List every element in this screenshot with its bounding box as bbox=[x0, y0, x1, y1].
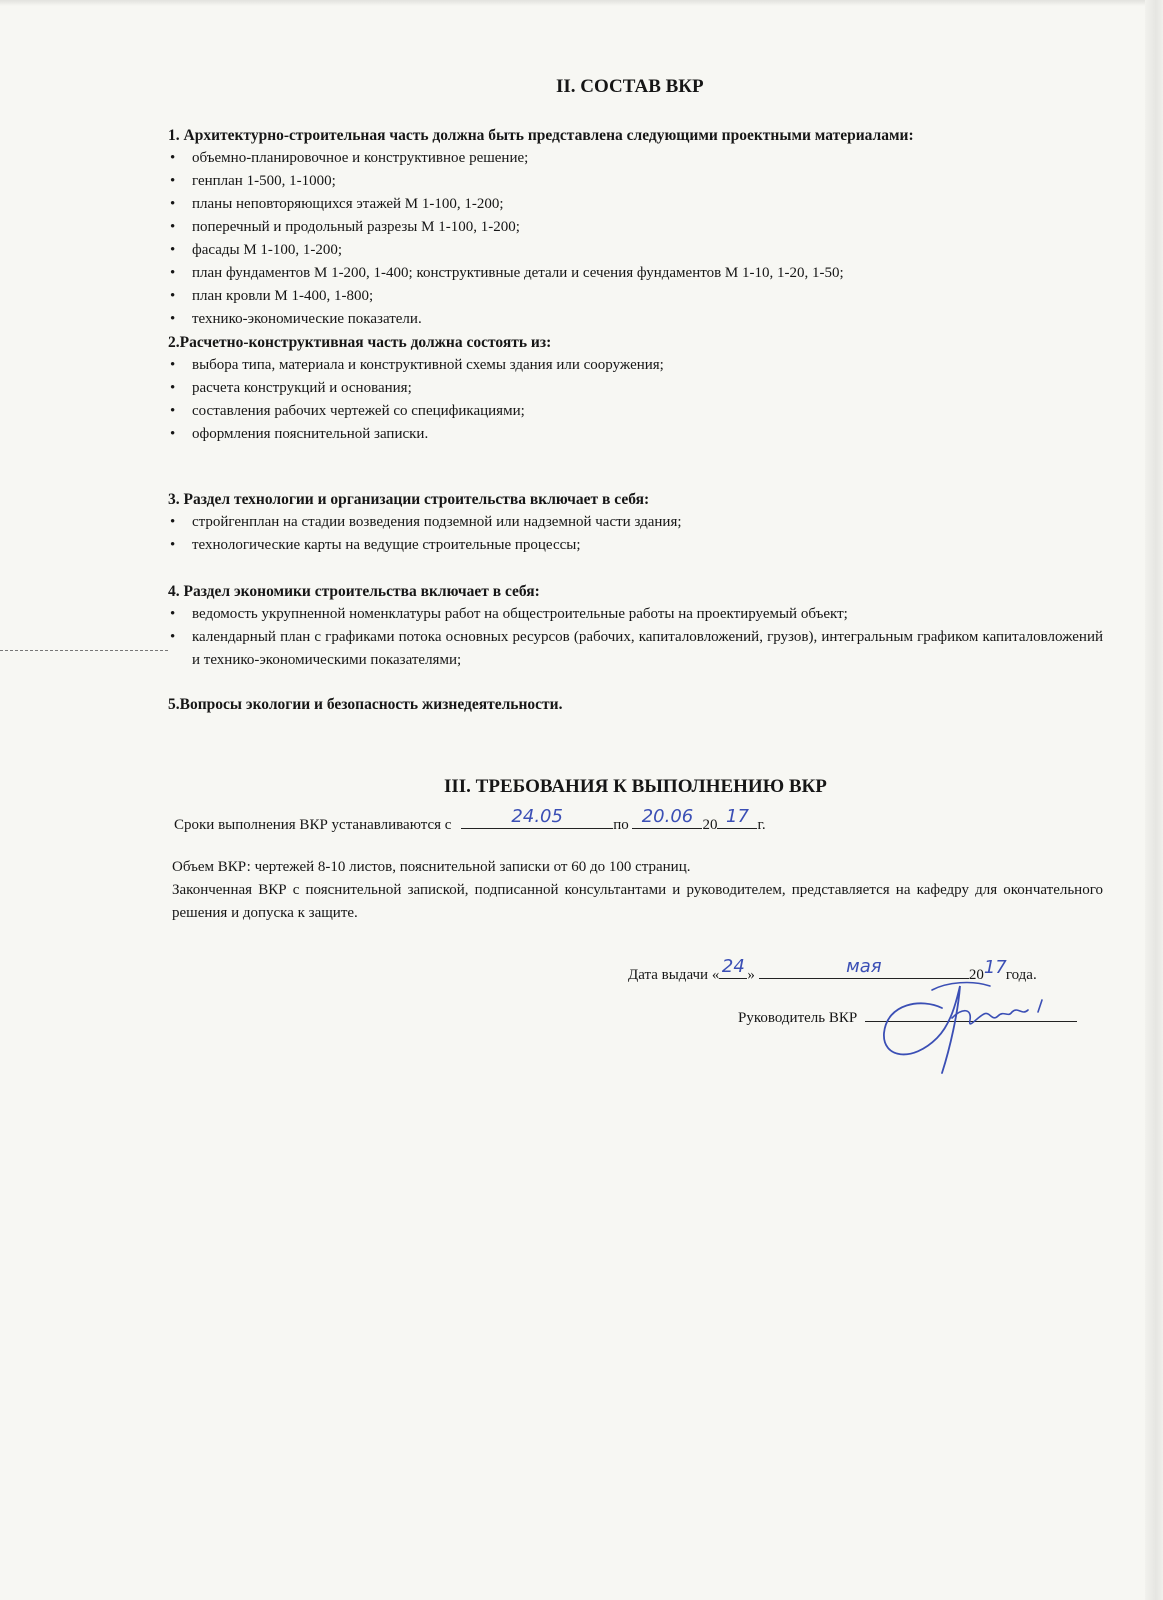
issue-date-suffix: года. bbox=[1005, 967, 1037, 983]
deadline-year-value: 17 bbox=[726, 806, 749, 827]
part5-section bbox=[168, 693, 1103, 716]
deadline-year-field bbox=[717, 806, 757, 829]
volume-section bbox=[172, 856, 1103, 925]
list-item: • поперечный и продольный разрезы М 1-100, 1-200; bbox=[168, 216, 1103, 239]
deadline-year-prefix: 20 bbox=[702, 817, 718, 833]
list-item: • стройгенплан на стадии возведения подземной или надземной части здания; bbox=[168, 511, 1103, 534]
deadlines-prefix: Сроки выполнения ВКР устанавливаются с bbox=[174, 817, 452, 833]
volume-line-2: Законченная ВКР с пояснительной запиской, подписанной консультантами и руководителем, представляется на кафедру для окончательного решения и допуска к защите. bbox=[172, 882, 1103, 921]
list-item: • объемно-планировочное и конструктивное решение; bbox=[168, 147, 1103, 170]
list-item: • технологические карты на ведущие строительные процессы; bbox=[168, 534, 1103, 557]
deadline-to-value: 20.06 bbox=[641, 806, 694, 827]
list-item: • план кровли М 1-400, 1-800; bbox=[168, 285, 1103, 308]
list-item: • план фундаментов М 1-200, 1-400; конструктивные детали и сечения фундаментов М 1-10, 1-20, 1-50; bbox=[168, 262, 1103, 285]
scan-dashes bbox=[0, 650, 168, 651]
list-item: • генплан 1-500, 1-1000; bbox=[168, 170, 1103, 193]
part4-section bbox=[168, 580, 1103, 672]
part1-list bbox=[168, 147, 1103, 331]
part3-heading: 3. Раздел технологии и организации строительства включает в себя: bbox=[168, 491, 650, 508]
issue-month-value: мая bbox=[846, 956, 882, 977]
issue-day-field bbox=[719, 956, 747, 979]
issue-month-field bbox=[759, 956, 969, 979]
deadlines-line bbox=[174, 806, 766, 837]
list-item: • расчета конструкций и основания; bbox=[168, 377, 1103, 400]
list-item: • составления рабочих чертежей со спецификациями; bbox=[168, 400, 1103, 423]
issue-date-after-day: » bbox=[747, 967, 755, 983]
list-item: • календарный план с графиками потока основных ресурсов (рабочих, капиталовложений, грузов), интегральным графиком капиталовложений и технико-экономическими показателями; bbox=[168, 626, 1103, 672]
part3-section bbox=[168, 488, 1103, 557]
list-item: • фасады М 1-100, 1-200; bbox=[168, 239, 1103, 262]
part2-list bbox=[168, 354, 1103, 446]
part1-section bbox=[168, 124, 1103, 446]
issue-year-prefix: 20 bbox=[968, 967, 984, 983]
list-item: • выбора типа, материала и конструктивной схемы здания или сооружения; bbox=[168, 354, 1103, 377]
signature-scribble bbox=[872, 978, 1092, 1078]
composition-title: II. СОСТАВ ВКР bbox=[556, 76, 704, 97]
deadlines-suffix: г. bbox=[757, 817, 766, 833]
deadline-from-field bbox=[461, 806, 613, 829]
part3-list bbox=[168, 511, 1103, 557]
deadline-to-field bbox=[632, 806, 702, 829]
requirements-title: III. ТРЕБОВАНИЯ К ВЫПОЛНЕНИЮ ВКР bbox=[444, 776, 827, 797]
part5-heading: 5.Вопросы экологии и безопасность жизнедеятельности. bbox=[168, 696, 563, 713]
part2-heading: 2.Расчетно-конструктивная часть должна состоять из: bbox=[168, 334, 552, 351]
list-item: • оформления пояснительной записки. bbox=[168, 423, 1103, 446]
part4-heading: 4. Раздел экономики строительства включает в себя: bbox=[168, 583, 540, 600]
issue-year-value: 17 bbox=[983, 957, 1007, 978]
issue-day-value: 24 bbox=[721, 956, 745, 977]
deadlines-mid: по bbox=[613, 817, 629, 833]
part4-list bbox=[168, 603, 1103, 672]
list-item: • ведомость укрупненной номенклатуры работ на общестроительные работы на проектируемый объект; bbox=[168, 603, 1103, 626]
volume-line-1: Объем ВКР: чертежей 8-10 листов, пояснительной записки от 60 до 100 страниц. bbox=[172, 859, 691, 875]
issue-date-prefix: Дата выдачи « bbox=[628, 967, 720, 983]
deadline-from-value: 24.05 bbox=[511, 806, 563, 827]
page-edge-right bbox=[1145, 0, 1163, 1600]
issue-year-field bbox=[983, 957, 1007, 979]
list-item: • планы неповторяющихся этажей М 1-100, 1-200; bbox=[168, 193, 1103, 216]
supervisor-label: Руководитель ВКР bbox=[738, 1010, 858, 1026]
list-item: • технико-экономические показатели. bbox=[168, 308, 1103, 331]
page-edge-top bbox=[0, 0, 1163, 6]
part1-heading: 1. Архитектурно-строительная часть должна быть представлена следующими проектными материалами: bbox=[168, 127, 914, 144]
